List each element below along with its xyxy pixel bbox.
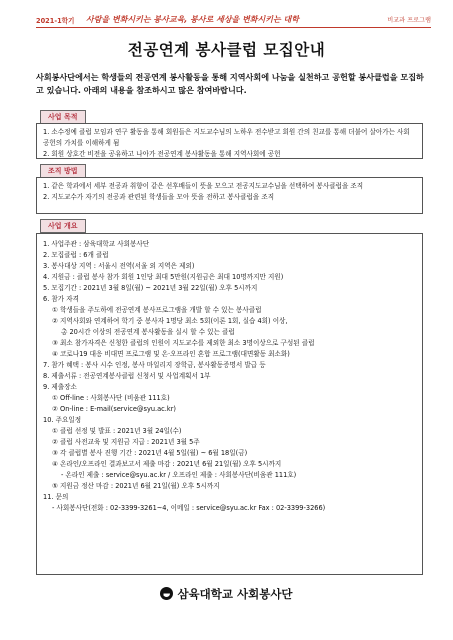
purpose-item: 1. 소수정예 클럽 모임과 연구 활동을 통해 회원들은 지도교수님의 노하우 전수받고 회원 간의 친교를 통해 더불어 살아가는 사회 공헌의 가치를 이해하게 됨: [43, 128, 410, 147]
document-header: [36, 14, 431, 26]
university-logo-icon: [160, 587, 173, 600]
page-title: 전공연계 봉사클럽 모집안내: [127, 41, 326, 59]
overview-item: 8. 제출서류 : 전공연계봉사클럽 신청서 및 사업계획서 1부: [43, 372, 211, 380]
header-divider: [36, 27, 431, 28]
footer-org-name: 삼육대학교 사회봉사단: [177, 587, 293, 601]
program-type-label: 비교과 프로그램: [387, 17, 431, 24]
section-label-method: 조직 방법: [40, 164, 86, 178]
overview-subitem: ① 학생들을 주도하에 전공연계 봉사프로그램을 개발 할 수 있는 봉사클럽: [52, 306, 262, 314]
overview-subitem: - 온라인 제출 : service@syu.ac.kr / 오프라인 제출 : 사회봉사단(비움관 111호): [61, 471, 297, 479]
section-box-overview: [36, 233, 423, 575]
overview-item: 11. 문의: [43, 493, 69, 501]
overview-subitem: ① 클럽 선정 및 발표 : 2021년 3월 24일(수): [52, 427, 182, 435]
section-box-purpose: [36, 123, 423, 159]
section-label-purpose: 사업 목적: [40, 110, 86, 124]
semester-label: 2021-1학기: [36, 17, 75, 25]
overview-item: 9. 제출장소: [43, 383, 77, 391]
purpose-item: 2. 회원 상호간 비전을 공유하고 나아가 전공연계 봉사활동을 통해 지역사회에 공헌: [43, 150, 281, 158]
overview-subitem: ② 지역사회와 연계하여 학기 중 봉사자 1명당 최소 5회(이론 1회, 실습 4회) 이상,: [52, 317, 288, 325]
slogan: 사람을 변화시키는 봉사교육, 봉사로 세상을 변화시키는 대학: [86, 15, 299, 24]
overview-subitem: ② On-line : E-mail(service@syu.ac.kr): [52, 405, 177, 413]
method-item: 2. 지도교수가 자기의 전공과 관련된 학생들을 모아 뜻을 전하고 봉사클럽을 조직: [43, 193, 275, 201]
overview-subitem: ② 클럽 사전교육 및 지원금 지급 : 2021년 3월 5주: [52, 438, 200, 446]
overview-subitem: ④ 온라인/오프라인 결과보고서 제출 마감 : 2021년 6월 21일(월) 오후 5시까지: [52, 460, 282, 468]
section-label-overview: 사업 개요: [40, 219, 86, 233]
overview-item: 5. 모집기간 : 2021년 3월 8일(월) ~ 2021년 3월 22일(월) 오후 5시까지: [43, 284, 258, 292]
overview-subitem: ③ 최소 참가자격은 신청한 클럽의 인원이 지도교수를 제외한 최소 3명이상으로 구성된 클럽: [52, 339, 315, 347]
method-item: 1. 같은 학과에서 세부 전공과 취향이 같은 선후배들이 뜻을 모으고 전공지도교수님을 선택하여 봉사클럽을 조직: [43, 182, 364, 190]
intro-paragraph: 사회봉사단에서는 학생들의 전공연계 봉사활동을 통해 지역사회에 나눔을 실천하고 공헌할 봉사클럽을 모집하고 있습니다. 아래의 내용을 참조하시고 많은 참여바랍니다.: [36, 72, 424, 95]
overview-subitem: ④ 코로나19 대응 비대면 프로그램 및 온·오프라인 혼합 프로그램(대면활동 최소화): [52, 350, 290, 358]
overview-item: 4. 지원금 : 클럽 봉사 참가 회원 1인당 최대 5만원(지원금은 최대 10명까지만 지원): [43, 273, 284, 281]
overview-subitem: 총 20시간 이상의 전공연계 봉사활동을 실시 할 수 있는 클럽: [61, 328, 235, 336]
overview-item: 2. 모집클럽 : 6개 클럽: [43, 251, 109, 259]
overview-subitem: ① Off-line : 사회봉사단 (비움관 111호): [52, 394, 170, 402]
overview-subitem: ③ 각 클럽별 봉사 진행 기간 : 2021년 4월 5일(월) ~ 6월 18일(금): [52, 449, 248, 457]
overview-item: 6. 참가 자격: [43, 295, 79, 303]
overview-subitem: ⑤ 지원금 정산 마감 : 2021년 6월 21일(월) 오후 5시까지: [52, 482, 220, 490]
overview-item: 10. 주요일정: [43, 416, 82, 424]
section-box-method: [36, 177, 423, 214]
overview-item: 7. 참가 혜택 : 봉사 시수 인정, 봉사 마일리지 장학금, 봉사활동증명서 발급 등: [43, 361, 266, 369]
overview-item: 1. 사업주관 : 삼육대학교 사회봉사단: [43, 240, 150, 248]
footer-org: [0, 586, 453, 602]
overview-item: 3. 봉사대상 지역 : 서울시 전역(서울 외 지역은 제외): [43, 262, 195, 270]
overview-subitem: - 사회봉사단(전화 : 02-3399-3261~4, 이메일 : service@syu.ac.kr Fax : 02-3399-3266): [52, 504, 326, 512]
